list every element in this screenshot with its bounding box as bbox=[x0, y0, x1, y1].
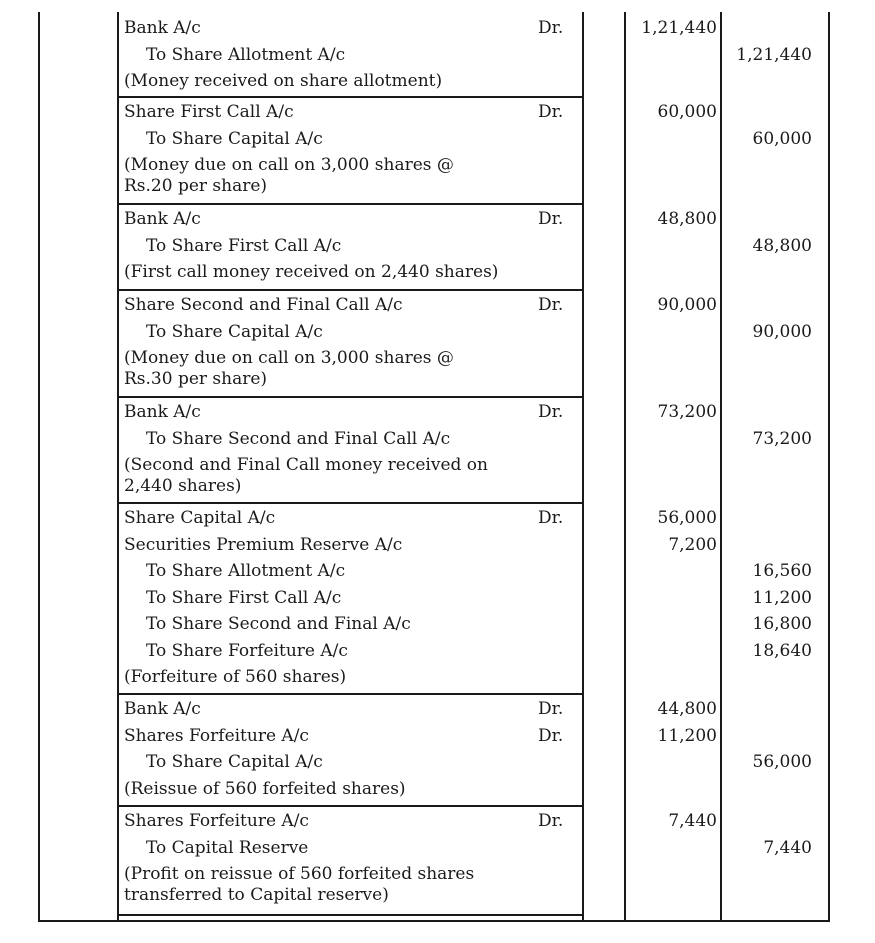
debit-amount: 7,440 bbox=[668, 811, 717, 831]
entry-separator bbox=[117, 502, 584, 504]
narration: (Reissue of 560 forfeited shares) bbox=[124, 778, 406, 799]
entry-separator bbox=[117, 396, 584, 398]
debit-amount: 11,200 bbox=[657, 725, 717, 746]
account-name: To Share Allotment A/c bbox=[146, 44, 346, 65]
debit-marker: Dr. bbox=[538, 102, 564, 122]
entry-line bbox=[118, 100, 828, 124]
credit-amount: 90,000 bbox=[752, 321, 812, 342]
debit-amount: 90,000 bbox=[657, 295, 717, 315]
account-name: To Capital Reserve bbox=[146, 837, 309, 858]
entry-line bbox=[118, 639, 828, 663]
entry-separator bbox=[117, 805, 584, 807]
entry-line bbox=[118, 207, 828, 231]
entry-line bbox=[118, 724, 828, 748]
credit-amount: 1,21,440 bbox=[736, 44, 812, 65]
account-name: To Share First Call A/c bbox=[146, 235, 342, 256]
account-name: To Share First Call A/c bbox=[146, 587, 342, 608]
narration: (Money due on call on 3,000 shares @ Rs.20 per share) bbox=[124, 155, 454, 196]
account-name: Share Capital A/c bbox=[124, 508, 276, 528]
debit-marker: Dr. bbox=[538, 811, 564, 831]
narration: (Second and Final Call money received on 2,440 shares) bbox=[124, 455, 488, 496]
credit-amount: 73,200 bbox=[752, 428, 812, 449]
account-name: Share Second and Final Call A/c bbox=[124, 295, 403, 315]
table-left-border bbox=[38, 12, 40, 920]
debit-amount: 48,800 bbox=[657, 209, 717, 229]
entry-line bbox=[118, 506, 828, 530]
account-name: To Share Forfeiture A/c bbox=[146, 640, 348, 661]
entry-line bbox=[118, 697, 828, 721]
account-name: To Share Capital A/c bbox=[146, 128, 323, 149]
debit-amount: 7,200 bbox=[668, 534, 717, 555]
entry-line bbox=[118, 559, 828, 583]
entry-line bbox=[118, 234, 828, 258]
account-name: Bank A/c bbox=[124, 402, 201, 422]
account-name: To Share Capital A/c bbox=[146, 321, 323, 342]
account-name: Securities Premium Reserve A/c bbox=[124, 534, 403, 555]
debit-marker: Dr. bbox=[538, 508, 564, 528]
account-name: Share First Call A/c bbox=[124, 102, 294, 122]
entry-separator bbox=[117, 203, 584, 205]
narration: (Profit on reissue of 560 forfeited shares transferred to Capital reserve) bbox=[124, 864, 475, 905]
entry-line bbox=[118, 16, 828, 40]
entry-separator bbox=[117, 289, 584, 291]
credit-amount: 18,640 bbox=[752, 640, 812, 661]
debit-amount: 44,800 bbox=[657, 699, 717, 719]
entry-line bbox=[118, 127, 828, 151]
account-name: To Share Allotment A/c bbox=[146, 561, 346, 581]
account-name: Bank A/c bbox=[124, 209, 201, 229]
debit-marker: Dr. bbox=[538, 402, 564, 422]
debit-amount: 56,000 bbox=[657, 508, 717, 528]
credit-amount: 56,000 bbox=[752, 752, 812, 772]
narration: (Forfeiture of 560 shares) bbox=[124, 667, 347, 687]
entry-line bbox=[118, 836, 828, 860]
account-name: Bank A/c bbox=[124, 18, 201, 38]
credit-amount: 16,800 bbox=[752, 614, 812, 634]
credit-amount: 11,200 bbox=[752, 587, 812, 608]
debit-marker: Dr. bbox=[538, 18, 564, 38]
narration: (Money received on share allotment) bbox=[124, 71, 443, 91]
entry-line bbox=[118, 586, 828, 610]
account-name: To Share Second and Final Call A/c bbox=[146, 428, 451, 449]
credit-amount: 48,800 bbox=[752, 235, 812, 256]
narration: (Money due on call on 3,000 shares @ Rs.30 per share) bbox=[124, 348, 454, 389]
entry-separator bbox=[117, 96, 584, 98]
entry-line bbox=[118, 533, 828, 557]
credit-amount: 7,440 bbox=[763, 837, 812, 858]
entry-line bbox=[118, 612, 828, 636]
entry-line bbox=[118, 750, 828, 774]
entry-separator bbox=[117, 693, 584, 695]
debit-amount: 1,21,440 bbox=[641, 18, 717, 38]
entry-line bbox=[118, 293, 828, 317]
entry-separator bbox=[117, 914, 584, 916]
debit-marker: Dr. bbox=[538, 209, 564, 229]
table-bottom-border bbox=[38, 920, 830, 922]
entry-line bbox=[118, 43, 828, 67]
debit-amount: 73,200 bbox=[657, 402, 717, 422]
account-name: Shares Forfeiture A/c bbox=[124, 725, 309, 746]
debit-marker: Dr. bbox=[538, 725, 564, 746]
entry-line bbox=[118, 400, 828, 424]
table-right-border bbox=[828, 12, 830, 920]
account-name: Shares Forfeiture A/c bbox=[124, 811, 309, 831]
entry-line bbox=[118, 427, 828, 451]
account-name: Bank A/c bbox=[124, 699, 201, 719]
debit-marker: Dr. bbox=[538, 699, 564, 719]
account-name: To Share Second and Final A/c bbox=[146, 614, 411, 634]
credit-amount: 16,560 bbox=[752, 561, 812, 581]
entry-line bbox=[118, 320, 828, 344]
debit-marker: Dr. bbox=[538, 295, 564, 315]
credit-amount: 60,000 bbox=[752, 128, 812, 149]
debit-amount: 60,000 bbox=[657, 102, 717, 122]
narration: (First call money received on 2,440 shares) bbox=[124, 262, 499, 282]
account-name: To Share Capital A/c bbox=[146, 752, 323, 772]
entry-line bbox=[118, 809, 828, 833]
